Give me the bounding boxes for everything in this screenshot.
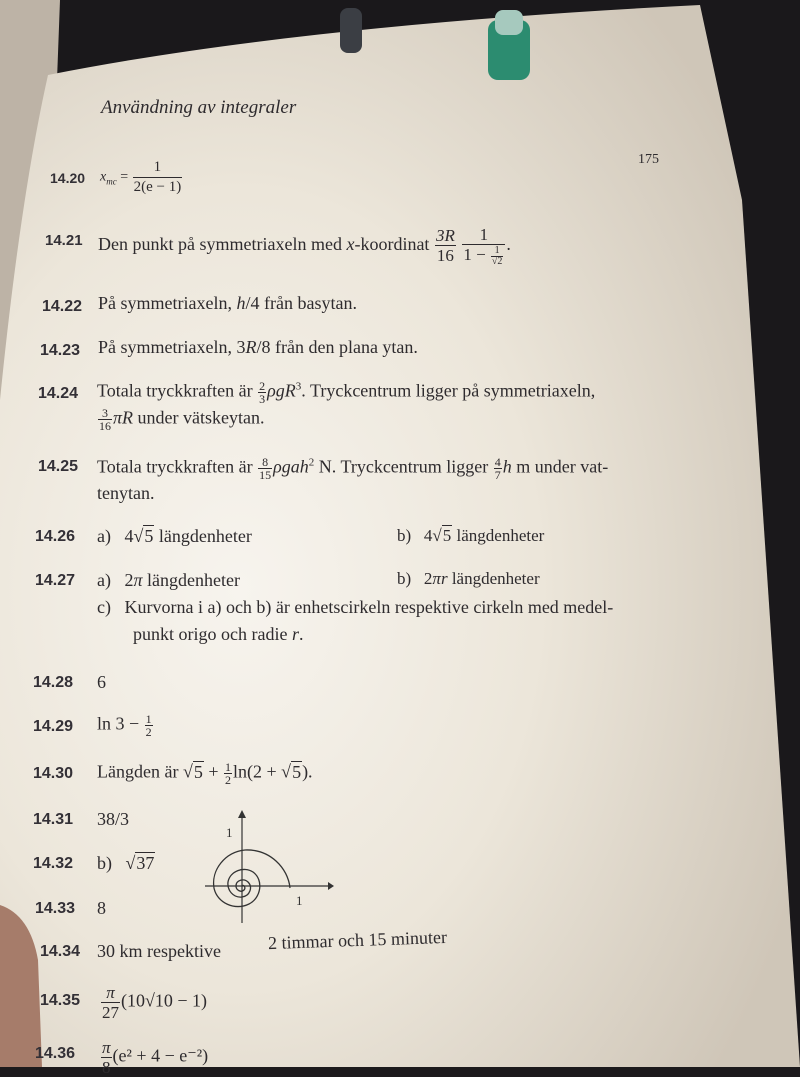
answer-text: 6 [97, 672, 106, 692]
answer-part-c-line2: punkt origo och radie r. [133, 624, 304, 644]
answer-text: På symmetriaxeln, h/4 från basytan. [98, 293, 357, 313]
y-tick-label: 1 [226, 825, 233, 840]
answer-text: Totala tryckkraften är $\frac{8}{15}$ ρgah$^2$ N. Tryckcentrum ligger $\frac{4}{7}$ h m under vat- [97, 455, 609, 482]
answer-number: 14.26 [35, 528, 76, 545]
answer-number: 14.32 [33, 855, 74, 872]
answer-text-handwritten-ish: 2 timmar och 15 minuter [267, 926, 448, 954]
y-axis-arrow-icon [238, 810, 246, 818]
answer-number: 14.34 [40, 943, 81, 960]
answer-part-c: c) Kurvorna i a) och b) är enhetscirkeln respektive cirkeln med medel- [97, 597, 614, 617]
x-axis-arrow-icon [328, 882, 334, 890]
answer-number: 14.28 [33, 674, 74, 691]
answer-part-b: b) 4√5 längdenheter [397, 526, 545, 545]
answer-number: 14.23 [40, 342, 81, 359]
answer-number: 14.20 [50, 170, 86, 186]
answer-number: 14.33 [35, 900, 76, 917]
answer-number: 14.24 [38, 385, 79, 402]
answer-text: 30 km respektive [97, 941, 221, 961]
answer-text: Längden är √5 + $\frac{1}{2}$ ln(2 + √5). [97, 760, 313, 787]
answer-number: 14.27 [35, 572, 76, 589]
answer-text: 38/3 [97, 809, 130, 829]
answer-part-a: a) 4√5 längdenheter [97, 526, 252, 546]
x-tick-label: 1 [296, 893, 303, 908]
answer-number: 14.31 [33, 811, 74, 828]
spiral-graph [200, 808, 335, 928]
answer-text: ln 3 − $\frac{1}{2}$ [97, 712, 152, 739]
answer-number: 14.35 [40, 992, 81, 1009]
answer-number: 14.36 [35, 1045, 76, 1062]
running-header: Användning av integraler [101, 97, 297, 118]
answer-text: $\frac{\pi}{27}$ (10√10 − 1) [102, 983, 208, 1022]
spiral-curve [214, 850, 290, 907]
answer-number: 14.25 [38, 458, 79, 475]
answer-number: 14.22 [42, 298, 83, 315]
answer-part-a: a) 2π längdenheter [97, 570, 240, 590]
page-number: 175 [638, 152, 659, 167]
answer-text: 8 [97, 898, 106, 918]
answer-number: 14.29 [33, 718, 74, 735]
answer-part-b: b) 2πr längdenheter [397, 569, 540, 588]
answer-text: $\frac{\pi}{8}$ (e² + 4 − e⁻²) [102, 1038, 209, 1077]
answer-text: Den punkt på symmetriaxeln med x-koordinat $\frac{3R}{16}$ 1 1 − $\frac{1}{√2}$ . [98, 225, 511, 267]
answer-text: Totala tryckkraften är $\frac{2}{3}$ ρgR$^3$. Tryckcentrum ligger på symmetriaxeln, [97, 379, 596, 406]
answer-text-line2: $\frac{3}{16}$ πR under vätskeytan. [99, 406, 265, 433]
answer-text: På symmetriaxeln, 3R/8 från den plana ytan. [98, 337, 418, 357]
answer-text: b) √37 [97, 853, 155, 873]
answer-number: 14.30 [33, 765, 74, 782]
answer-text: $x_{mc}$ = $\frac{1}{2(e - 1)}$ [100, 159, 182, 195]
answer-number: 14.21 [45, 232, 83, 249]
answer-text-line2: tenytan. [97, 483, 155, 503]
